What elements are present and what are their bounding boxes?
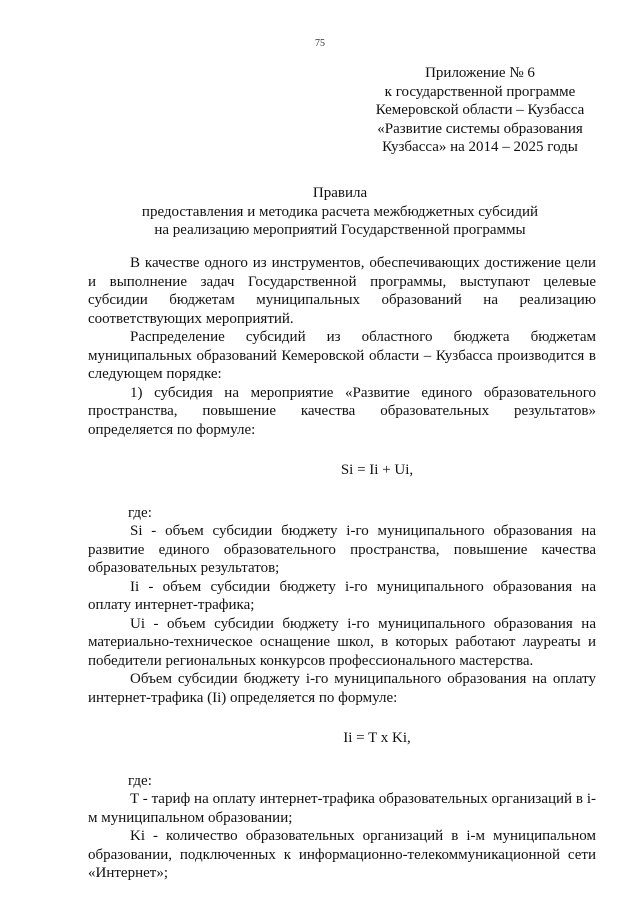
paragraph-distribution: Распределение субсидий из областного бюджета бюджетам муниципальных образований Кемеровской области – Кузбасса производится в следующем порядке: [88, 329, 596, 382]
paragraph-intro: В качестве одного из инструментов, обеспечивающих достижение цели и выполнение задач Государственной программы, выступают целевые субсидии бюджетам муниципальных образований на реализацию соответствующих мероприятий. [88, 255, 596, 327]
where-label: где: [128, 504, 152, 521]
definition-ui: Ui - объем субсидии бюджету i-го муниципального образования на материально-техническое оснащение школ, в которых работают лауреаты и победители региональных конкурсов профессионального мастерства. [88, 615, 596, 669]
title-line: предоставления и методика расчета межбюджетных субсидий [141, 203, 539, 220]
paragraph-ii-volume: Объем субсидии бюджету i-го муниципального образования на оплату интернет-трафика (Ii) определяется по формуле: [88, 671, 596, 706]
appendix-line: Кузбасса» на 2014 – 2025 годы [382, 139, 578, 155]
definition-si: Si - объем субсидии бюджету i-го муниципального образования на развитие единого образовательного пространства, повышение качества образовательных результатов; [88, 523, 596, 576]
definition-t: T - тариф на оплату интернет-трафика образовательных организаций в i-м муниципальном образовании; [88, 791, 596, 826]
formula-ii: Ii = T x Ki, [343, 730, 411, 746]
definition-ii: Ii - объем субсидии бюджету i-го муниципального образования на оплату интернет-трафика; [88, 578, 596, 613]
where-label: где: [128, 772, 152, 789]
appendix-line: Кемеровской области – Кузбасса [375, 102, 585, 118]
appendix-line: Приложение № 6 [425, 65, 535, 81]
paragraph-subsidy-1: 1) субсидия на мероприятие «Развитие единого образовательного пространства, повышение качества образовательных результатов» определяется по формуле: [88, 384, 596, 438]
title-line: на реализацию мероприятий Государственной программы [154, 222, 526, 238]
page-number: 75 [315, 38, 325, 49]
appendix-header [360, 64, 600, 157]
title-line: Правила [312, 185, 368, 201]
document-body [88, 254, 596, 883]
formula-si: Si = Ii + Ui, [340, 462, 414, 478]
document-title [80, 184, 600, 240]
definition-ki: Ki - количество образовательных организаций в i-м муниципальном образовании, подключенных к информационно-телекоммуникационной сети «Интернет»; [88, 828, 596, 881]
appendix-line: к государственной программе [384, 83, 576, 100]
appendix-line: «Развитие системы образования [377, 120, 583, 137]
